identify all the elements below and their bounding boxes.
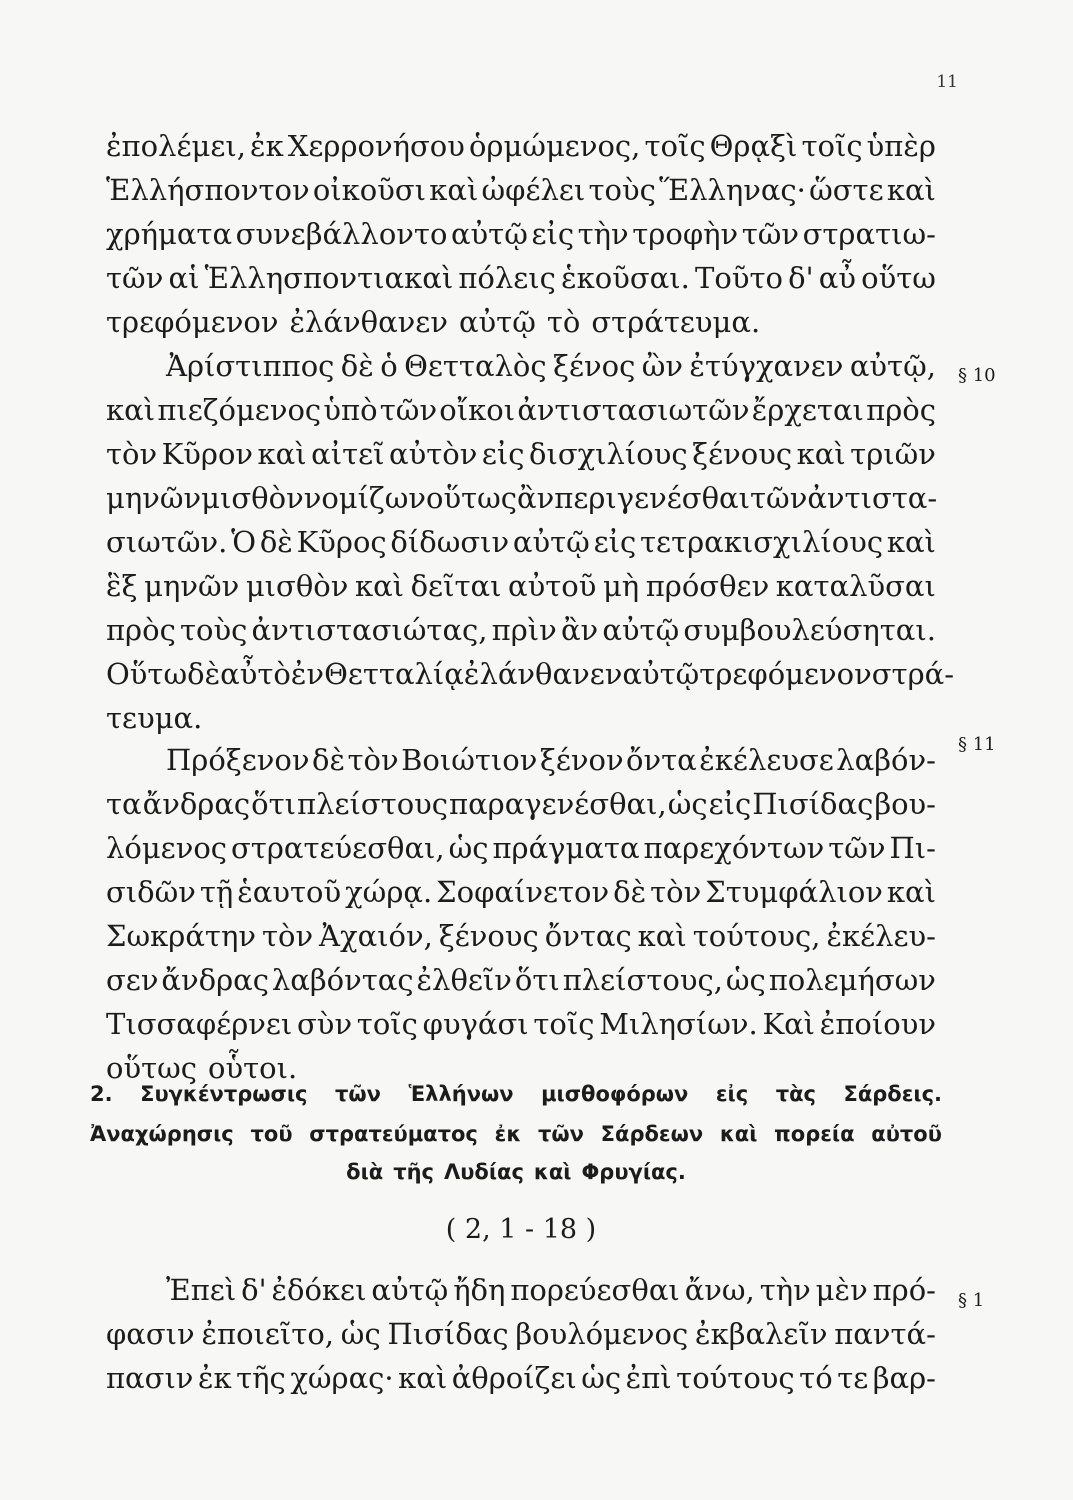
word: αὐτῷ — [602, 613, 680, 647]
word: ἐλάνθανεν — [289, 305, 448, 339]
word: λαβόν- — [836, 743, 936, 777]
word: καὶ — [533, 1160, 572, 1184]
word: τοῦ — [250, 1122, 293, 1146]
word: Καὶ — [762, 1007, 816, 1041]
word: Κῦρος — [296, 525, 387, 559]
word: τὸν — [106, 437, 158, 471]
word: πρὸς — [866, 393, 936, 427]
word: Σοφαίνετον — [436, 875, 610, 909]
word: Ἕλληνας· — [659, 173, 806, 207]
word: τῶν — [741, 217, 800, 251]
word: οἴκοι — [439, 393, 516, 427]
word: Λυδίας — [444, 1160, 524, 1184]
word: λόμενος — [106, 831, 228, 865]
word: συνεβάλλοντο — [235, 217, 448, 251]
word: Ὁ — [231, 525, 257, 559]
word: λαβόντας — [271, 963, 414, 997]
word: ἐν — [290, 657, 325, 691]
word: σεν — [106, 963, 159, 997]
word: ἐλθεῖν — [416, 963, 512, 997]
word: τῶν — [828, 831, 886, 865]
word: πολεμήσων — [768, 963, 936, 997]
text-line — [106, 214, 936, 254]
word: Ἑλλησποντιακαὶ — [204, 261, 454, 295]
word: στράτευμα. — [591, 305, 761, 339]
text-line — [106, 1358, 936, 1398]
word: καὶ — [886, 525, 936, 559]
text-line — [106, 1314, 936, 1354]
word: δὲ — [259, 525, 293, 559]
word: καὶ — [398, 1361, 448, 1395]
word: τοῖς — [644, 129, 706, 163]
word: οὕτως — [426, 481, 518, 515]
text-line — [106, 960, 936, 1000]
word: χώρας· — [290, 1361, 394, 1395]
word: παρεχόντων — [643, 831, 825, 865]
word: ἐκέλευ- — [826, 919, 936, 953]
word: εἰς — [708, 787, 752, 821]
word: τό — [799, 1361, 833, 1395]
word: ξένους — [692, 437, 793, 471]
word: Θρᾳξὶ — [709, 129, 798, 163]
word: ἑαυτοῦ — [237, 875, 342, 909]
word: σιδῶν — [106, 875, 196, 909]
word: ἓξ — [106, 569, 138, 603]
word: ἐκ — [197, 1361, 232, 1395]
word: παραγενέσθαι, — [449, 787, 667, 821]
text-line — [106, 258, 936, 298]
word: αὐτοῦ — [508, 569, 597, 603]
text-line — [106, 828, 936, 868]
word: τὴν — [759, 1273, 811, 1307]
word: ἀντιστα- — [807, 481, 938, 515]
text-line — [106, 478, 936, 518]
word: τὰς — [775, 1082, 816, 1106]
word: αὖ — [818, 261, 856, 295]
word: δίδωσιν — [390, 525, 510, 559]
word: τῶν — [106, 261, 164, 295]
word: τὸν — [650, 875, 702, 909]
word: καταλῦσαι — [775, 569, 936, 603]
word: εἰς — [481, 437, 525, 471]
word: Στυμφάλιον — [705, 875, 883, 909]
word: καὶ — [886, 875, 936, 909]
text-line — [106, 1004, 936, 1044]
word: μηνῶν — [144, 569, 240, 603]
word: ὡς — [725, 963, 766, 997]
word: χρήματα — [106, 217, 233, 251]
word: Βοιώτιον — [401, 743, 538, 777]
word: ὡς — [581, 1361, 622, 1395]
word: αὖ — [220, 657, 258, 691]
text-line — [106, 698, 936, 738]
text-line — [106, 610, 936, 650]
word: Ἀχαιόν, — [319, 919, 433, 953]
word: Θετταλὸς — [404, 349, 547, 383]
word: Ἀναχώρησις — [90, 1122, 234, 1146]
word: πρό- — [872, 1273, 936, 1307]
word: βουλόμενος — [515, 1317, 689, 1351]
word: 2. — [90, 1082, 113, 1106]
word: δισχιλίους — [528, 437, 688, 471]
word: στρατιω- — [802, 217, 936, 251]
word: μὴ — [602, 569, 640, 603]
word: τὸ — [546, 305, 581, 339]
page-number: 11 — [936, 72, 958, 92]
word: δ' — [241, 1273, 267, 1307]
word: πρόσθεν — [645, 569, 770, 603]
word: νομίζων — [303, 481, 427, 515]
word: παντά- — [834, 1317, 936, 1351]
word: τροφὴν — [632, 217, 739, 251]
word: τῶν — [750, 481, 808, 515]
word: οὕτω — [861, 261, 936, 295]
word: ἄνδρας — [142, 787, 251, 821]
word: τευμα. — [106, 701, 203, 735]
word: Ἀρίστιππος — [166, 349, 335, 383]
word: πρὸς — [106, 613, 176, 647]
passage-reference: ( 2, 1 - 18 ) — [445, 1214, 597, 1245]
word: καὶ — [106, 393, 156, 427]
word: σιωτῶν. — [106, 525, 228, 559]
text-line — [106, 434, 936, 474]
word: οὗτοι. — [208, 1051, 298, 1085]
word: Σάρδεις. — [843, 1082, 942, 1106]
word: πρὶν — [491, 613, 557, 647]
word: μὲν — [815, 1273, 868, 1307]
word: καὶ — [257, 437, 307, 471]
word: Οὕτω — [106, 657, 188, 691]
word: τρεφόμενον — [699, 657, 872, 691]
word: ἐπὶ — [625, 1361, 672, 1395]
word: ὥστε — [809, 173, 884, 207]
word: ἔρχεται — [751, 393, 864, 427]
word: τὸ — [257, 657, 291, 691]
word: πορεία — [774, 1122, 855, 1146]
word: τοῖς — [533, 1007, 595, 1041]
text-line — [106, 126, 936, 166]
word: ἄνω, — [684, 1273, 755, 1307]
word: ἄνδρας — [161, 963, 269, 997]
text-line — [106, 170, 936, 210]
word: τούτους — [676, 1361, 795, 1395]
word: ἐτύγχανεν — [689, 349, 844, 383]
word: αἱ — [168, 261, 200, 295]
word: βαρ- — [872, 1361, 936, 1395]
text-line — [166, 740, 936, 780]
word: σὺν — [297, 1007, 353, 1041]
word: ἐκ — [250, 129, 284, 163]
word: πράγματα — [492, 831, 640, 865]
section-heading-line — [90, 1076, 942, 1112]
word: αὐτῷ — [450, 217, 528, 251]
word: τοὺς — [588, 173, 656, 207]
word: εἰς — [531, 217, 575, 251]
text-line — [106, 654, 955, 694]
text-line — [106, 872, 936, 912]
text-line — [106, 784, 936, 824]
word: μισθὸν — [245, 569, 349, 603]
word: στρά- — [871, 657, 955, 691]
word: οὕτως — [106, 1051, 198, 1085]
word: Σάρδεων — [600, 1122, 704, 1146]
word: ὡς — [448, 831, 489, 865]
word: αὐτὸν — [389, 437, 478, 471]
word: τῶν — [379, 393, 438, 427]
word: ὡς — [667, 787, 708, 821]
word: πλείστους — [297, 787, 449, 821]
word: Χερρονήσου — [287, 129, 465, 163]
word: τὴν — [577, 217, 629, 251]
word: ἐκβαλεῖν — [695, 1317, 828, 1351]
word: διὰ — [346, 1160, 384, 1184]
word: τῆς — [393, 1160, 434, 1184]
word: τῶν — [537, 1122, 584, 1146]
word: τοῖς — [801, 129, 863, 163]
word: πλείστους, — [562, 963, 723, 997]
word: καὶ — [886, 173, 936, 207]
word: ὢν — [641, 349, 684, 383]
word: καὶ — [637, 919, 687, 953]
word: αὐτῷ — [512, 525, 590, 559]
word: Ἐπεὶ — [166, 1273, 237, 1307]
word: δ' — [788, 261, 814, 295]
word: Μιλησίων. — [599, 1007, 758, 1041]
word: ἐποιεῖτο, — [201, 1317, 335, 1351]
word: τα — [106, 787, 142, 821]
word: τρεφόμενον — [106, 305, 279, 339]
word: αὐτῷ — [622, 657, 700, 691]
word: πορεύεσθαι — [510, 1273, 680, 1307]
word: τὸν — [347, 743, 399, 777]
word: ὅτι — [251, 787, 297, 821]
text-line — [166, 346, 936, 386]
word: Ἑλλήνων — [408, 1082, 514, 1106]
word: δεῖται — [410, 569, 502, 603]
word: Τοῦτο — [695, 261, 783, 295]
word: τοὺς — [179, 613, 248, 647]
word: μηνῶν — [106, 481, 202, 515]
word: Κῦρον — [161, 437, 254, 471]
word: ὅτι — [514, 963, 560, 997]
word: αἰτεῖ — [311, 437, 385, 471]
word: ἐκ — [494, 1122, 522, 1146]
word: καὶ — [429, 173, 479, 207]
word: περιγενέσθαι — [554, 481, 750, 515]
word: καὶ — [719, 1122, 758, 1146]
word: ἤδη — [453, 1273, 506, 1307]
word: Ἑλλήσποντον — [106, 173, 310, 207]
word: Πισίδας — [752, 787, 874, 821]
word: φυγάσι — [422, 1007, 529, 1041]
word: ὁ — [380, 349, 398, 383]
word: τετρακισχιλίους — [640, 525, 884, 559]
section-heading-line — [90, 1116, 942, 1152]
word: εἰς — [593, 525, 637, 559]
word: μισθοφόρων — [541, 1082, 689, 1106]
word: μισθὸν — [201, 481, 304, 515]
word: τῶν — [335, 1082, 381, 1106]
text-line — [106, 390, 936, 430]
word: πασιν — [106, 1361, 194, 1395]
word: φασιν — [106, 1317, 195, 1351]
word: οἰκοῦσι — [312, 173, 427, 207]
word: ἐδόκει — [271, 1273, 367, 1307]
word: στρατεύεσθαι, — [231, 831, 445, 865]
word: τῆς — [236, 1361, 286, 1395]
section-marker: § 10 — [958, 365, 996, 386]
word: τὸν — [261, 919, 314, 953]
word: δὲ — [613, 875, 647, 909]
text-line — [106, 302, 936, 342]
word: Πρόξενον — [166, 743, 310, 777]
word: αὐτῷ, — [849, 349, 936, 383]
word: αὐτῷ — [371, 1273, 449, 1307]
word: αὐτῷ — [458, 305, 536, 339]
word: ὄντα — [626, 743, 697, 777]
word: ξένους — [438, 919, 539, 953]
word: εἰς — [715, 1082, 749, 1106]
word: ἀντιστασιωτῶν — [517, 393, 750, 427]
word: βου- — [874, 787, 936, 821]
word: καὶ — [796, 437, 846, 471]
word: χώρᾳ. — [345, 875, 433, 909]
word: ἐποίουν — [819, 1007, 936, 1041]
word: αὐτοῦ — [871, 1122, 942, 1146]
word: ὠφέλει — [481, 173, 586, 207]
word: συμβουλεύσηται. — [683, 613, 936, 647]
word: πόλεις — [458, 261, 556, 295]
word: Συγκέντρωσις — [140, 1082, 308, 1106]
section-marker: § 11 — [958, 734, 996, 755]
word: Τισσαφέρνει — [106, 1007, 293, 1041]
word: ὑπὸ — [323, 393, 378, 427]
text-line — [166, 1270, 936, 1310]
word: Θετταλίᾳ — [324, 657, 464, 691]
word: ξένον — [539, 743, 624, 777]
word: πιεζόμενος — [157, 393, 322, 427]
word: τούτους, — [692, 919, 821, 953]
section-marker: § 1 — [958, 1290, 985, 1311]
word: ἐκέλευσε — [699, 743, 834, 777]
word: τε — [837, 1361, 869, 1395]
word: καὶ — [354, 569, 405, 603]
word: Σωκράτην — [106, 919, 256, 953]
word: ὑπὲρ — [866, 129, 936, 163]
word: τριῶν — [850, 437, 936, 471]
text-line — [106, 566, 936, 606]
word: ὡς — [340, 1317, 381, 1351]
word: τοῖς — [356, 1007, 418, 1041]
word: δὲ — [311, 743, 346, 777]
word: ἂν — [517, 481, 555, 515]
section-heading-line — [90, 1154, 942, 1190]
word: ἂν — [560, 613, 599, 647]
word: δὲ — [187, 657, 221, 691]
word: Πι- — [889, 831, 936, 865]
word: ὄντας — [544, 919, 632, 953]
word: τῇ — [199, 875, 234, 909]
word: Πισίδας — [387, 1317, 509, 1351]
word: ἑκοῦσαι. — [561, 261, 690, 295]
word: ξένος — [553, 349, 636, 383]
word: Φρυγίας. — [581, 1160, 686, 1184]
word: ἐπολέμει, — [106, 129, 246, 163]
word: ἐλάνθανεν — [463, 657, 623, 691]
text-line — [106, 522, 936, 562]
word: ἀντιστασιώτας, — [251, 613, 488, 647]
word: στρατεύματος — [309, 1122, 478, 1146]
word: δὲ — [340, 349, 374, 383]
word: ἀθροίζει — [451, 1361, 577, 1395]
text-line — [106, 916, 936, 956]
word: ὁρμώμενος, — [468, 129, 641, 163]
